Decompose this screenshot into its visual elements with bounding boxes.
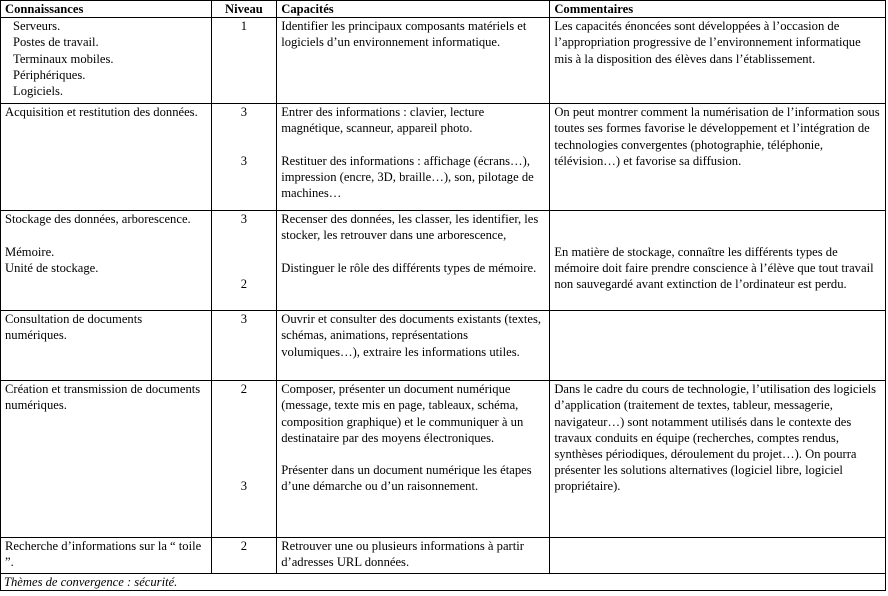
- table-row: [1, 538, 886, 574]
- footer-row: [1, 574, 886, 591]
- cell-connaissances: Serveurs. Postes de travail. Terminaux mobiles. Périphériques. Logiciels.: [1, 18, 212, 104]
- header-row: [1, 1, 886, 18]
- table-row: [1, 18, 886, 104]
- header-capacites: Capacités: [277, 1, 550, 18]
- cell-niveau: 3: [211, 311, 277, 381]
- cell-capacites: Ouvrir et consulter des documents existants (textes, schémas, animations, représentations volumiques…), extraire les informations utiles.: [277, 311, 550, 381]
- cell-commentaires: On peut montrer comment la numérisation de l’information sous toutes ses formes favorise le développement et l’intégration de technologies convergentes (photographie, téléphonie, télévision…) et favorise sa diffusion.: [550, 104, 886, 211]
- cell-capacites: Composer, présenter un document numérique (message, texte mis en page, tableaux, schéma, composition graphique) et le communiquer à un destinataire par des moyens électroniques. Présenter dans un document numérique les étapes d’une démarche ou d’un raisonnement.: [277, 381, 550, 538]
- table-row: [1, 211, 886, 311]
- cell-commentaires: En matière de stockage, connaître les différents types de mémoire doit faire prendre conscience à l’élève que tout travail non sauvegardé avant extinction de l’ordinateur est perdu.: [550, 211, 886, 311]
- cell-niveau: 2: [211, 538, 277, 574]
- table-row: [1, 381, 886, 538]
- cell-capacites: Retrouver une ou plusieurs informations à partir d’adresses URL données.: [277, 538, 550, 574]
- cell-commentaires: Les capacités énoncées sont développées à l’occasion de l’appropriation progressive de l’environnement informatique mis à la disposition des élèves dans l’établissement.: [550, 18, 886, 104]
- cell-capacites: Entrer des informations : clavier, lecture magnétique, scanneur, appareil photo. Restituer des informations : affichage (écrans…), impression (encre, 3D, braille…), son, pilotage de machines…: [277, 104, 550, 211]
- cell-connaissances: Consultation de documents numériques.: [1, 311, 212, 381]
- cell-niveau: 1: [211, 18, 277, 104]
- header-connaissances: Connaissances: [1, 1, 212, 18]
- cell-niveau: 2 3: [211, 381, 277, 538]
- cell-niveau: 3 2: [211, 211, 277, 311]
- header-niveau: Niveau: [211, 1, 277, 18]
- cell-connaissances: Recherche d’informations sur la “ toile ”.: [1, 538, 212, 574]
- cell-capacites: Recenser des données, les classer, les identifier, les stocker, les retrouver dans une arborescence, Distinguer le rôle des différents types de mémoire.: [277, 211, 550, 311]
- cell-niveau: 3 3: [211, 104, 277, 211]
- cell-connaissances: Création et transmission de documents numériques.: [1, 381, 212, 538]
- cell-connaissances: Stockage des données, arborescence. Mémoire. Unité de stockage.: [1, 211, 212, 311]
- cell-capacites: Identifier les principaux composants matériels et logiciels d’un environnement informatique.: [277, 18, 550, 104]
- cell-connaissances: Acquisition et restitution des données.: [1, 104, 212, 211]
- table-row: [1, 311, 886, 381]
- cell-commentaires: Dans le cadre du cours de technologie, l’utilisation des logiciels d’application (traitement de textes, tableur, messagerie, navigateur…) sont notamment utilisés dans le contexte des travaux conduits en équipe (recherches, comptes rendus, synthèses périodiques, déroulement du projet…). On pourra présenter les solutions alternatives (logiciel libre, logiciel propriétaire).: [550, 381, 886, 538]
- cell-commentaires: [550, 538, 886, 574]
- convergence-themes-note: Thèmes de convergence : sécurité.: [1, 574, 886, 591]
- table-row: [1, 104, 886, 211]
- header-commentaires: Commentaires: [550, 1, 886, 18]
- cell-commentaires: [550, 311, 886, 381]
